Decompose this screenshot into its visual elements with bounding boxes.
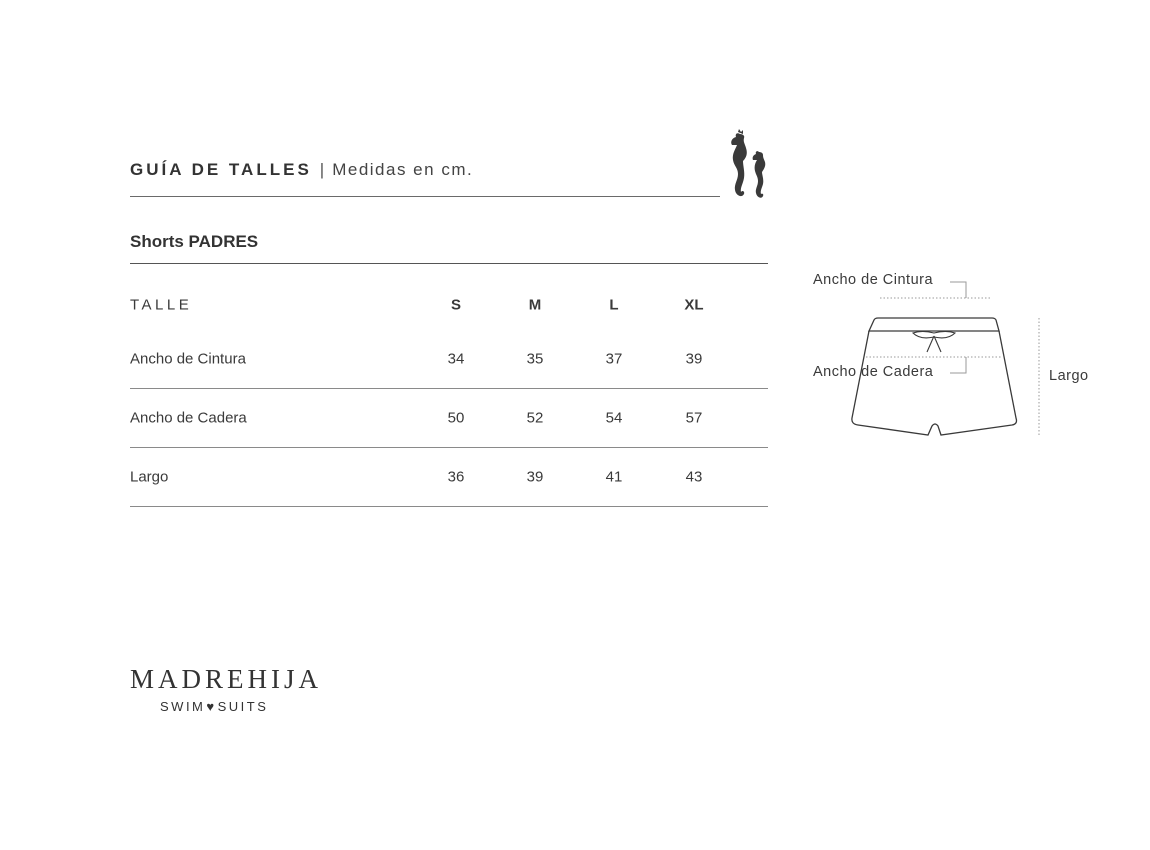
section-divider bbox=[130, 263, 768, 264]
seahorse-icon bbox=[726, 128, 772, 202]
table-cell: 43 bbox=[685, 468, 703, 486]
brand-logo-name: MADREHIJA bbox=[130, 664, 323, 694]
table-row bbox=[130, 389, 768, 448]
table-cell: 41 bbox=[605, 468, 623, 486]
hip-measure-label: Ancho de Cadera bbox=[813, 364, 934, 380]
title-separator: | bbox=[319, 160, 325, 179]
shorts-diagram bbox=[800, 260, 1140, 460]
section-title: Shorts PADRES bbox=[130, 232, 259, 251]
table-cell: 52 bbox=[526, 409, 544, 427]
table-cell: 36 bbox=[447, 468, 465, 486]
table-cell: 57 bbox=[685, 409, 703, 427]
column-header-size: M bbox=[528, 296, 542, 314]
waist-measure-label: Ancho de Cintura bbox=[813, 272, 934, 288]
column-header-size: S bbox=[450, 296, 461, 314]
column-header-talle: TALLE bbox=[130, 296, 193, 314]
table-cell: 39 bbox=[526, 468, 544, 486]
table-cell: 35 bbox=[526, 350, 544, 368]
size-guide-header bbox=[130, 160, 720, 197]
table-cell: 34 bbox=[447, 350, 465, 368]
row-label: Ancho de Cintura bbox=[130, 350, 246, 368]
column-header-size: XL bbox=[684, 296, 704, 314]
shorts-outline-icon bbox=[800, 260, 1140, 460]
brand-tagline-right: SUITS bbox=[217, 699, 269, 714]
row-label: Largo bbox=[130, 468, 169, 486]
table-cell: 39 bbox=[685, 350, 703, 368]
size-table bbox=[130, 280, 768, 507]
length-measure-label: Largo bbox=[1049, 368, 1089, 384]
table-row bbox=[130, 330, 768, 389]
table-cell: 50 bbox=[447, 409, 465, 427]
table-header-row bbox=[130, 280, 768, 330]
table-cell: 54 bbox=[605, 409, 623, 427]
table-row bbox=[130, 448, 768, 507]
page-subtitle: Medidas en cm. bbox=[332, 160, 474, 179]
brand-tagline-left: SWIM bbox=[160, 699, 206, 714]
page-title: GUÍA DE TALLES bbox=[130, 160, 312, 179]
column-header-size: L bbox=[609, 296, 619, 314]
row-label: Ancho de Cadera bbox=[130, 409, 247, 427]
brand-logo-tagline bbox=[160, 699, 268, 714]
heart-icon: ♥ bbox=[206, 699, 217, 714]
table-cell: 37 bbox=[605, 350, 623, 368]
